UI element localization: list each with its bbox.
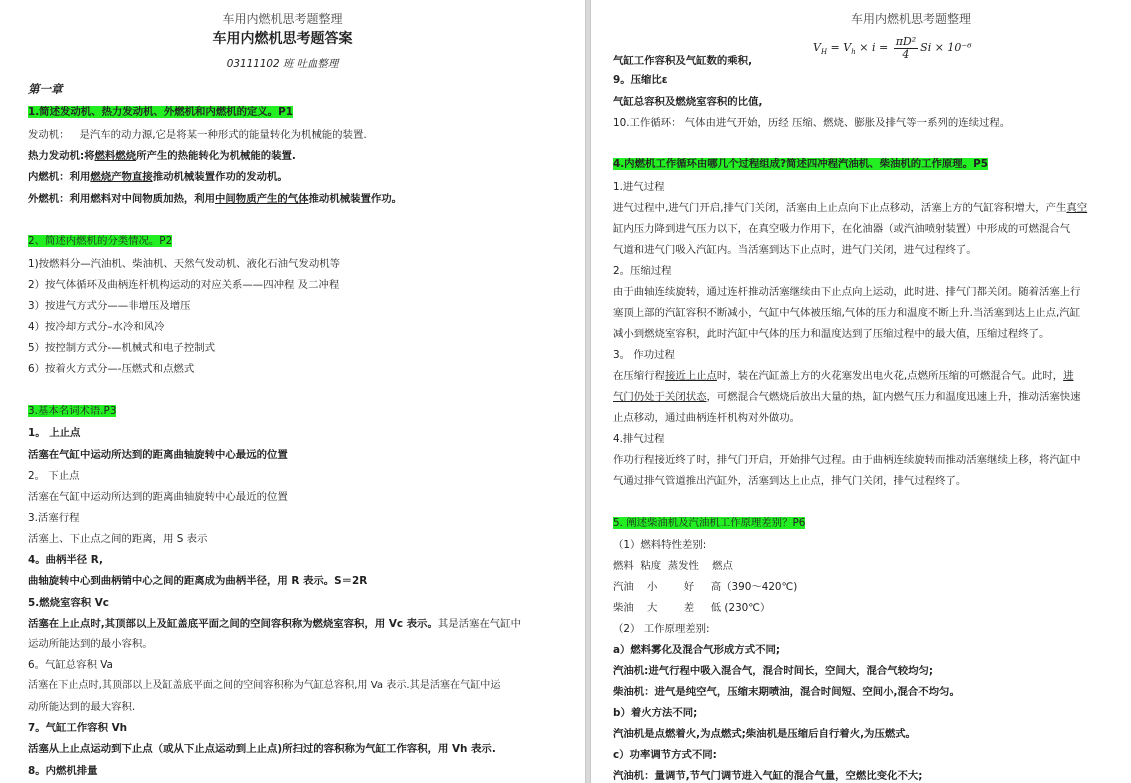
subsection-title: （1）燃料特性差别: — [613, 539, 707, 551]
term-title: 4。曲柄半径 R, — [28, 554, 103, 566]
process-title: 3。 作功过程 — [613, 349, 675, 361]
term-definition: 活塞在上止点时,其顶部以上及缸盖底平面之间的空间容积称为燃烧室容积，用 Vc 表示。其是活塞在气缸中 — [28, 618, 521, 630]
term-definition: 曲轴旋转中心到曲柄销中心之间的距离成为曲柄半径，用 R 表示。S＝2R — [28, 575, 368, 587]
fuel-table-header: 燃料 粘度 蒸发性 燃点 — [613, 560, 733, 572]
term-definition: 气缸总容积及燃烧室容积的比值, — [613, 96, 763, 108]
question-5-heading: 5. 阐述柴油机及汽油机工作原理差别？P6 — [613, 517, 806, 529]
term-definition: 10.工作循环： 气体由进气开始，历经 压缩、燃烧、膨胀及排气等一系列的连续过程。 — [613, 117, 1011, 129]
fuel-table-row: 汽油 小 好 高（390～420℃) — [613, 581, 798, 593]
process-title: 4.排气过程 — [613, 433, 665, 445]
definition-external-combustion: 外燃机：利用燃料对中间物质加热，利用中间物质产生的气体推动机械装置作功。 — [28, 193, 403, 205]
question-3-heading: 3.基本名词术语.P3 — [28, 405, 117, 417]
question-2-heading: 2、简述内燃机的分类情况。P2 — [28, 235, 173, 247]
page-header: 车用内燃机思考题整理 — [850, 12, 971, 26]
difference-text: 柴油机：进气是纯空气，压缩末期喷油，混合时间短、空间小,混合不均匀。 — [613, 686, 960, 698]
term-definition: 活塞上、下止点之间的距离，用 S 表示 — [28, 533, 208, 545]
chapter-title: 第一章 — [28, 82, 63, 96]
classification-item: 3）按进气方式分——非增压及增压 — [28, 300, 191, 312]
definition-heat-engine: 热力发动机:将燃料燃烧所产生的热能转化为机械能的装置. — [28, 150, 296, 162]
paragraph-line: 气门仍处于关闭状态，可燃混合气燃烧后放出大量的热，缸内燃气压力和温度迅速上升，推动活塞快速 — [613, 391, 1081, 403]
classification-item: 5）按控制方式分-—机械式和电子控制式 — [28, 342, 215, 354]
term-definition: 活塞从上止点运动到下止点（或从下止点运动到上止点)所扫过的容积称为气缸工作容积，用 Vh 表示. — [28, 743, 496, 755]
classification-item: 4）按冷却方式分–水冷和风冷 — [28, 321, 165, 333]
term-definition: 活塞在气缸中运动所达到的距离曲轴旋转中心最远的位置 — [28, 449, 288, 461]
term-title: 9。压缩比ε — [613, 74, 668, 86]
classification-item: 2）按气体循环及曲柄连杆机构运动的对应关系——四冲程 及二冲程 — [28, 279, 340, 291]
classification-item: 6）按着火方式分—-压燃式和点燃式 — [28, 363, 195, 375]
difference-text: 汽油机是点燃着火,为点燃式;柴油机是压缩后自行着火,为压燃式。 — [613, 728, 916, 740]
term-definition: 活塞在下止点时,其顶部以上及缸盖底平面之间的空间容积称为气缸总容积,用 Va 表示.其是活塞在气缸中运 — [28, 680, 501, 691]
paragraph-line: 塞顶上部的汽缸容积不断减小，气缸中气体被压缩,气体的压力和温度不断上升.当活塞到达上止点,汽缸 — [613, 307, 1081, 319]
paragraph-line: 气通过排气管道推出汽缸外，活塞到达上止点，排气门关闭，排气过程终了。 — [613, 475, 967, 487]
definition-engine: 发动机： 是汽车的动力源,它是将某一种形式的能量转化为机械能的装置. — [28, 129, 367, 141]
paragraph-line: 在压缩行程接近上止点时，装在汽缸盖上方的火花塞发出电火花,点燃所压缩的可燃混合气。此时，进 — [613, 370, 1074, 382]
displacement-formula: $V_H = V_h \times i$ = $\frac{\text{πD²}}{4}$ Si × 10⁻⁶ — [813, 34, 972, 61]
difference-text: 汽油机:进气行程中吸入混合气，混合时间长，空间大，混合气较均匀; — [613, 665, 934, 677]
page-header: 车用内燃机思考题整理 — [222, 12, 343, 26]
process-title: 1.进气过程 — [613, 181, 665, 193]
term-title: 6。气缸总容积 Va — [28, 659, 113, 671]
term-title: 1。 上止点 — [28, 427, 81, 439]
document-author: 03111102 班 吐血整理 — [226, 58, 339, 70]
difference-text: 汽油机：量调节,节气门调节进入气缸的混合气量，空燃比变化不大; — [613, 770, 923, 782]
term-title: 3.活塞行程 — [28, 512, 80, 524]
classification-item: 1)按燃料分—汽油机、柴油机、天然气发动机、液化石油气发动机等 — [28, 258, 340, 270]
paragraph-line: 止点移动，通过曲柄连杆机构对外做功。 — [613, 412, 801, 424]
paragraph-line: 进气过程中,进气门开启,排气门关闭，活塞由上止点向下止点移动，活塞上方的气缸容积增大，产生真空 — [613, 202, 1088, 214]
term-definition: 活塞在气缸中运动所达到的距离曲轴旋转中心最近的位置 — [28, 491, 288, 503]
term-title: 8。内燃机排量 — [28, 765, 98, 777]
formula-description: 气缸工作容积及气缸数的乘积, — [613, 55, 753, 67]
right-page — [591, 0, 1131, 783]
term-title: 7。气缸工作容积 Vh — [28, 722, 128, 734]
term-title: 5.燃烧室容积 Vc — [28, 597, 109, 609]
subsection-title: （2） 工作原理差别: — [613, 623, 710, 635]
term-title: 2。 下止点 — [28, 470, 80, 482]
fuel-table-row: 柴油 大 差 低 (230℃） — [613, 602, 771, 614]
difference-title: a）燃料雾化及混合气形成方式不同; — [613, 644, 781, 656]
process-title: 2。压缩过程 — [613, 265, 672, 277]
document-title: 车用内燃机思考题答案 — [212, 31, 353, 47]
question-4-heading: 4.内燃机工作循环由哪几个过程组成?简述四冲程汽油机、柴油机的工作原理。P5 — [613, 158, 988, 170]
term-definition: 动所能达到的最大容积. — [28, 701, 136, 713]
paragraph-line: 缸内压力降到进气压力以下，在真空吸力作用下，在化油器（或汽油喷射装置）中形成的可燃混合气 — [613, 223, 1071, 235]
difference-title: b）着火方法不同; — [613, 707, 698, 719]
paragraph-line: 作功行程接近终了时，排气门开启，开始排气过程。由于曲柄连续旋转而推动活塞继续上移，将汽缸中 — [613, 454, 1081, 466]
paragraph-line: 减小到燃烧室容积，此时汽缸中气体的压力和温度达到了压缩过程中的最大值，压缩过程终了。 — [613, 328, 1050, 340]
paragraph-line: 由于曲轴连续旋转，通过连杆推动活塞继续由下止点向上运动，此时进、排气门都关闭。随着活塞上行 — [613, 286, 1081, 298]
definition-internal-combustion: 内燃机：利用燃烧产物直接推动机械装置作功的发动机。 — [28, 171, 288, 183]
question-1-heading: 1.简述发动机、热力发动机、外燃机和内燃机的定义。P1 — [28, 106, 294, 118]
term-definition: 运动所能达到的最小容积。 — [28, 638, 153, 650]
difference-title: c）功率调节方式不同: — [613, 749, 717, 761]
paragraph-line: 气道和进气门吸入汽缸内。当活塞到达下止点时，进气门关闭，进气过程终了。 — [613, 244, 977, 256]
